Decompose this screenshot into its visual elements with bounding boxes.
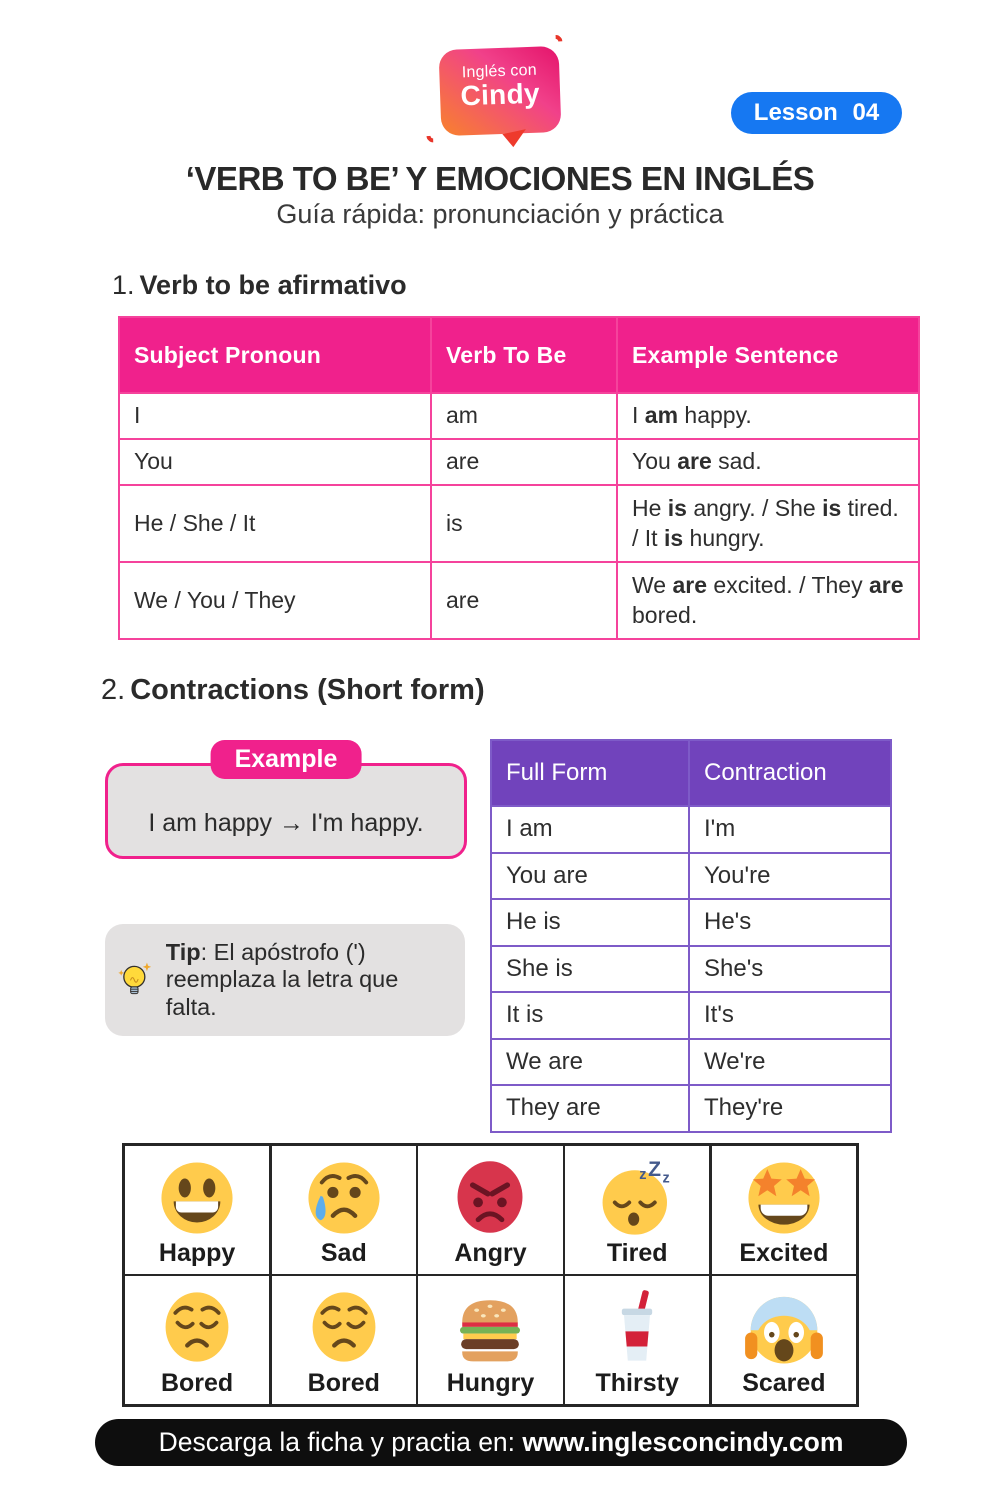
table-cell: I am [491,806,689,853]
table-cell: They're [689,1085,891,1132]
page-subtitle: Guía rápida: pronunciación y práctica [276,199,724,229]
example-box [105,745,467,859]
tip-box [105,924,465,1036]
emotion-cell [418,1146,562,1274]
table-row [491,899,891,946]
tired-emoji-icon [597,1158,677,1238]
emotion-cell [272,1276,416,1404]
logo-accent-mark-icon [424,127,442,145]
emotion-cell [125,1276,269,1404]
table-cell: He is angry. / She is tired. / It is hungry. [617,485,919,562]
sad-emoji-icon [304,1158,384,1238]
thirsty-emoji-icon [598,1288,676,1366]
emotions-grid [122,1143,859,1407]
table-header-cell: Full Form [491,740,689,806]
section2-title: Contractions (Short form) [130,674,485,706]
table-row [119,439,919,485]
table-cell: is [431,485,617,562]
emotion-label: Hungry [446,1369,535,1397]
section1-title: Verb to be afirmativo [139,270,407,300]
example-text: I am happy → I'm happy. [148,808,424,837]
emotion-cell [272,1146,416,1274]
emotion-cell [712,1276,856,1404]
logo-text-brand: Cindy [459,77,541,112]
table-cell: I [119,393,431,439]
table-cell: She's [689,946,891,993]
table-header-cell: Example Sentence [617,317,919,393]
contractions-table [490,739,892,1133]
table-cell: You are sad. [617,439,919,485]
table-row [119,393,919,439]
table-cell: He / She / It [119,485,431,562]
table-cell: It is [491,992,689,1039]
table-row [491,853,891,900]
emotion-label: Sad [320,1238,367,1267]
emotion-label: Thirsty [595,1369,679,1397]
table-header-cell: Verb To Be [431,317,617,393]
footer-download-banner[interactable] [95,1419,907,1466]
svg-text:z: z [639,1167,647,1184]
table-cell: He is [491,899,689,946]
table-cell: He's [689,899,891,946]
section2-number: 2. [101,674,126,706]
emotion-cell [418,1276,562,1404]
section1-number: 1. [112,270,135,300]
table-cell: We / You / They [119,562,431,639]
emotion-cell [712,1146,856,1274]
table-cell: I am happy. [617,393,919,439]
hungry-emoji-icon [450,1288,530,1368]
table-header-row [119,317,919,393]
angry-emoji-icon [451,1158,529,1236]
verb-to-be-table [118,316,920,640]
table-cell: I'm [689,806,891,853]
logo-text-top: Inglés con [461,61,538,82]
section1-heading [112,270,407,301]
footer-text: Descarga la ficha y practia en: www.inglesconcindy.com [158,1427,844,1457]
scared-emoji-icon [744,1288,824,1368]
emotion-label: Happy [158,1238,236,1267]
emotion-label: Tired [606,1238,668,1267]
svg-text:Z: Z [648,1158,662,1181]
table-row [119,562,919,639]
excited-emoji-icon [744,1158,824,1238]
table-row [491,946,891,993]
table-cell: You are [491,853,689,900]
table-cell: She is [491,946,689,993]
svg-text:z: z [662,1170,670,1187]
section2-heading [101,674,485,707]
table-cell: It's [689,992,891,1039]
emotion-label: Scared [742,1369,826,1397]
emotion-label: Excited [739,1238,829,1267]
table-row [491,1085,891,1132]
tip-text: Tip: El apóstrofo (') reemplaza la letra que falta. [165,939,399,1020]
table-cell: are [431,562,617,639]
emotion-label: Bored [160,1369,234,1397]
table-cell: You [119,439,431,485]
table-cell: You're [689,853,891,900]
table-cell: They are [491,1085,689,1132]
example-tab: Example [211,740,362,779]
emotion-cell [125,1146,269,1274]
table-header-row [491,740,891,806]
table-row [491,992,891,1039]
table-cell: We are excited. / They are bored. [617,562,919,639]
bored-emoji-icon [305,1288,383,1366]
lightbulb-icon [117,944,154,1016]
table-header-cell: Contraction [689,740,891,806]
page-title: ‘VERB TO BE’ Y EMOCIONES EN INGLÉS [185,160,815,197]
table-cell: We're [689,1039,891,1086]
table-cell: am [431,393,617,439]
table-cell: are [431,439,617,485]
table-row [491,806,891,853]
emotion-label: Bored [307,1369,380,1397]
emotion-cell [565,1146,709,1274]
table-row [119,485,919,562]
bored-emoji-icon [158,1288,236,1366]
emotion-label: Angry [454,1238,527,1267]
emotion-cell [565,1276,709,1404]
table-header-cell: Subject Pronoun [119,317,431,393]
table-row [491,1039,891,1086]
ingles-con-cindy-logo [439,46,562,136]
table-cell: We are [491,1039,689,1086]
lesson-badge: Lesson 04 [731,92,902,134]
happy-emoji-icon [157,1158,237,1238]
